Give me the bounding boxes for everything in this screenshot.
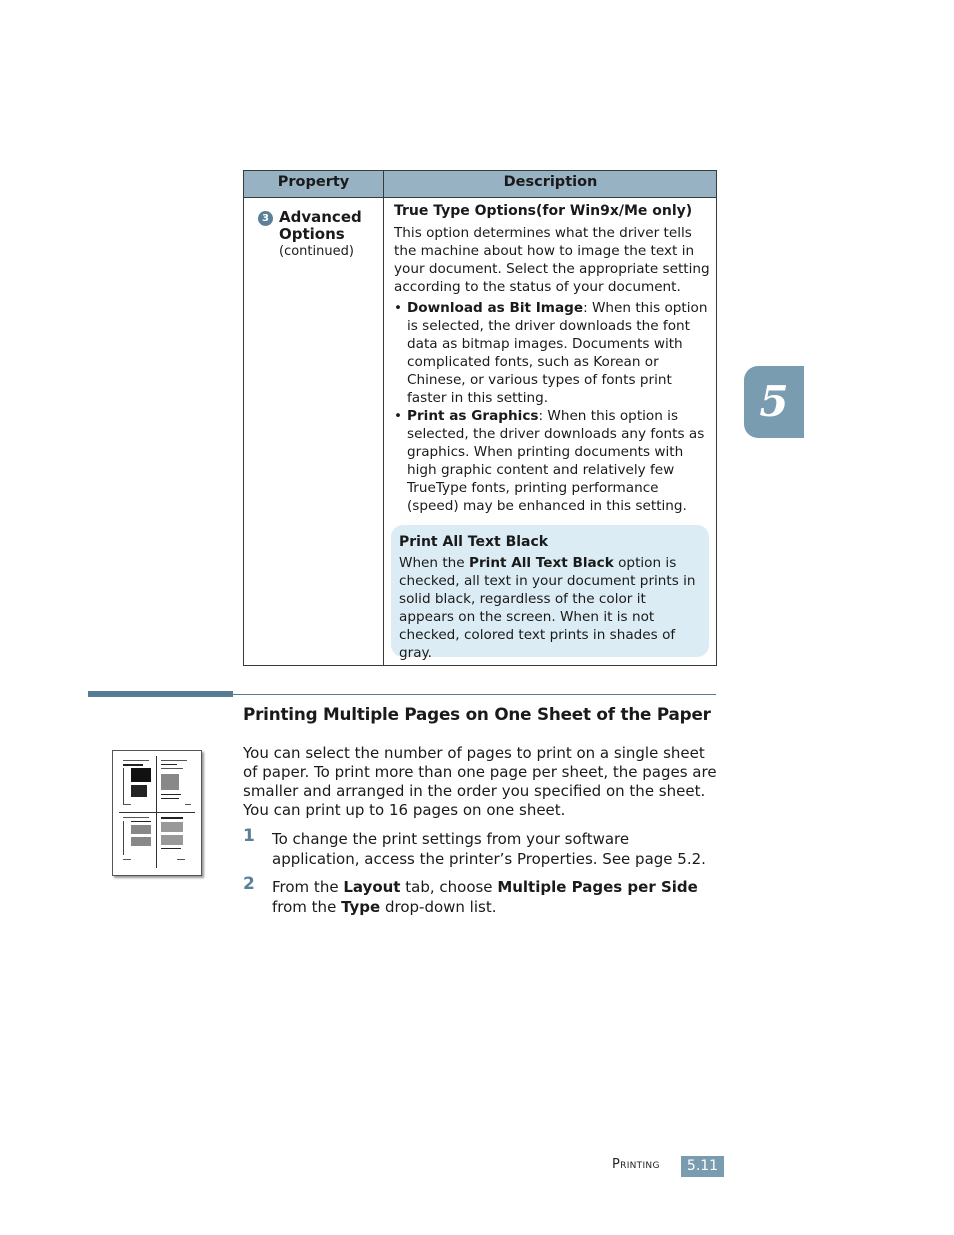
description-title: True Type Options(for Win9x/Me only) <box>394 203 693 219</box>
step-number: 2 <box>243 874 255 894</box>
section-rule <box>233 694 716 695</box>
ui-term-multiple-pages: Multiple Pages per Side <box>497 878 698 896</box>
table-header <box>244 171 716 198</box>
thumbnail-page <box>159 758 193 808</box>
step-badge: 3 <box>258 211 273 226</box>
note-box <box>391 525 709 661</box>
bullet-term: Print as Graphics <box>407 408 539 424</box>
bullet-download-bit-image <box>394 299 710 407</box>
property-table <box>243 170 717 666</box>
step-text-part: from the <box>272 898 342 916</box>
chapter-number: 5 <box>759 377 789 426</box>
ui-term-type: Type <box>341 898 381 916</box>
step-2 <box>243 874 718 917</box>
footer-chapter-label: Printing <box>612 1157 660 1172</box>
thumbnail-page <box>121 815 155 865</box>
ui-term-layout-tab: Layout <box>343 878 401 896</box>
description-cell <box>394 203 710 515</box>
header-description: Description <box>503 174 598 190</box>
note-prefix: When the <box>399 555 469 571</box>
bullet-dot: • <box>394 300 403 316</box>
property-subtitle: (continued) <box>279 244 354 259</box>
description-body: This option determines what the driver tells the machine about how to image the text in your document. Select the appropriate setting according to the status of your document. <box>394 225 710 295</box>
note-suffix: option is checked, all text in your document prints in solid black, regardless of the color it appears on the screen. When it is not checked, colored text prints in shades of gray. <box>399 555 696 661</box>
bullet-print-as-graphics <box>394 407 710 515</box>
column-divider <box>383 171 384 665</box>
bullet-text: : When this option is selected, the driver downloads any fonts as graphics. When printing documents with high graphic content and relatively few TrueType fonts, printing performance (speed) may be enhanced in this setting. <box>407 408 705 514</box>
section-rule-accent <box>88 691 233 697</box>
note-body <box>399 554 701 662</box>
step-text <box>272 877 718 917</box>
note-title: Print All Text Black <box>399 534 549 550</box>
step-1 <box>243 826 718 869</box>
step-text-part: tab, choose <box>400 878 498 896</box>
chapter-tab <box>744 366 804 438</box>
bullet-text: : When this option is selected, the driver downloads the font data as bitmap images. Documents with complicated fonts, such as Korean or Chinese, or various types of fonts print faster in this setting. <box>407 300 708 406</box>
footer-page-number: 5.11 <box>681 1156 724 1177</box>
multiple-pages-illustration <box>112 750 202 876</box>
step-text-part: From the <box>272 878 344 896</box>
step-text-part: drop-down list. <box>380 898 497 916</box>
header-property: Property <box>277 174 350 190</box>
section-intro: You can select the number of pages to print on a single sheet of paper. To print more than one page per sheet, the pages are smaller and arranged in the order you specified on the sheet. You can print up to 16 pages on one sheet. <box>243 744 717 819</box>
thumbnail-divider <box>119 812 195 813</box>
bullet-dot: • <box>394 408 403 424</box>
note-term: Print All Text Black <box>469 555 614 571</box>
step-number: 1 <box>243 826 255 846</box>
bullet-term: Download as Bit Image <box>407 300 584 316</box>
section-title: Printing Multiple Pages on One Sheet of the Paper <box>243 704 711 724</box>
step-text: To change the print settings from your software application, access the printer’s Properties. See page 5.2. <box>272 830 706 868</box>
property-name: Advanced Options <box>279 208 362 243</box>
thumbnail-page <box>121 758 155 808</box>
property-cell <box>258 209 380 260</box>
thumbnail-page <box>159 815 193 865</box>
